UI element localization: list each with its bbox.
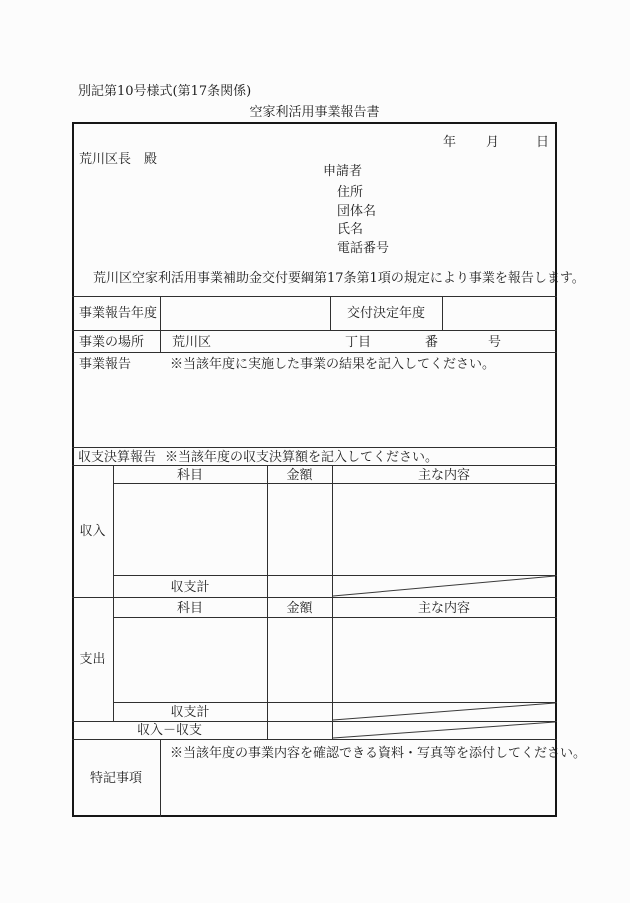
grid-line (113, 702, 557, 703)
date-month-label: 月 (486, 135, 500, 150)
notes-label: 特記事項 (89, 771, 142, 786)
income-header-detail: 主な内容 (417, 468, 470, 483)
applicant-label: 申請者 (323, 164, 363, 179)
income-subtotal-label: 収支計 (170, 580, 210, 595)
location-ban-label: 番 (425, 335, 439, 350)
location-label: 事業の場所 (79, 335, 145, 350)
expense-header-detail: 主な内容 (417, 601, 470, 616)
expense-header-amount: 金額 (286, 601, 313, 616)
grid-line (113, 575, 557, 576)
notes-field (161, 762, 555, 815)
grid-line (72, 352, 557, 353)
statement: 荒川区空家利活用事業補助金交付要綱第17条第1項の規定により事業を報告します。 (93, 271, 585, 286)
grid-line (72, 330, 557, 331)
business-report-note: ※当該年度に実施した事業の結果を記入してください。 (170, 357, 496, 372)
location-go-label: 号 (488, 335, 502, 350)
expense-entries-field (114, 618, 556, 701)
balance-amount-field (268, 722, 331, 738)
date-year-label: 年 (443, 135, 457, 150)
grant-year-field (443, 297, 555, 329)
grid-line (72, 465, 557, 466)
location-ward: 荒川区 (172, 335, 212, 350)
form-number: 別記第10号様式(第17条関係) (78, 84, 252, 99)
date-day-label: 日 (536, 135, 550, 150)
grid-line (72, 739, 557, 740)
settlement-note: ※当該年度の収支決算額を記入してください。 (165, 450, 439, 465)
expense-subtotal-label: 収支計 (170, 705, 210, 720)
business-report-field (74, 372, 555, 446)
balance-label: 収入－収支 (136, 723, 202, 738)
addressee: 荒川区長 殿 (79, 152, 158, 167)
grant-year-label: 交付決定年度 (346, 306, 425, 321)
applicant-field-phone: 電話番号 (337, 241, 390, 256)
settlement-label: 収支決算報告 (78, 450, 157, 465)
income-entries-field (114, 484, 556, 574)
income-subtotal-amount-field (268, 576, 331, 596)
report-year-label: 事業報告年度 (79, 306, 158, 321)
page-title: 空家利活用事業報告書 (249, 105, 380, 120)
income-label: 収入 (79, 524, 106, 539)
income-header-amount: 金額 (286, 468, 313, 483)
grid-line (72, 447, 557, 448)
applicant-field-name: 氏名 (337, 222, 364, 237)
expense-header-item: 科目 (176, 601, 203, 616)
applicant-field-organization: 団体名 (337, 204, 377, 219)
expense-subtotal-amount-field (268, 703, 331, 720)
business-report-label: 事業報告 (79, 357, 132, 372)
location-chome-label: 丁目 (345, 335, 372, 350)
notes-note: ※当該年度の事業内容を確認できる資料・写真等を添付してください。 (170, 746, 587, 761)
applicant-field-address: 住所 (337, 185, 364, 200)
expense-label: 支出 (79, 652, 106, 667)
income-header-item: 科目 (176, 468, 203, 483)
report-year-field (161, 297, 329, 329)
grid-line (72, 597, 557, 598)
